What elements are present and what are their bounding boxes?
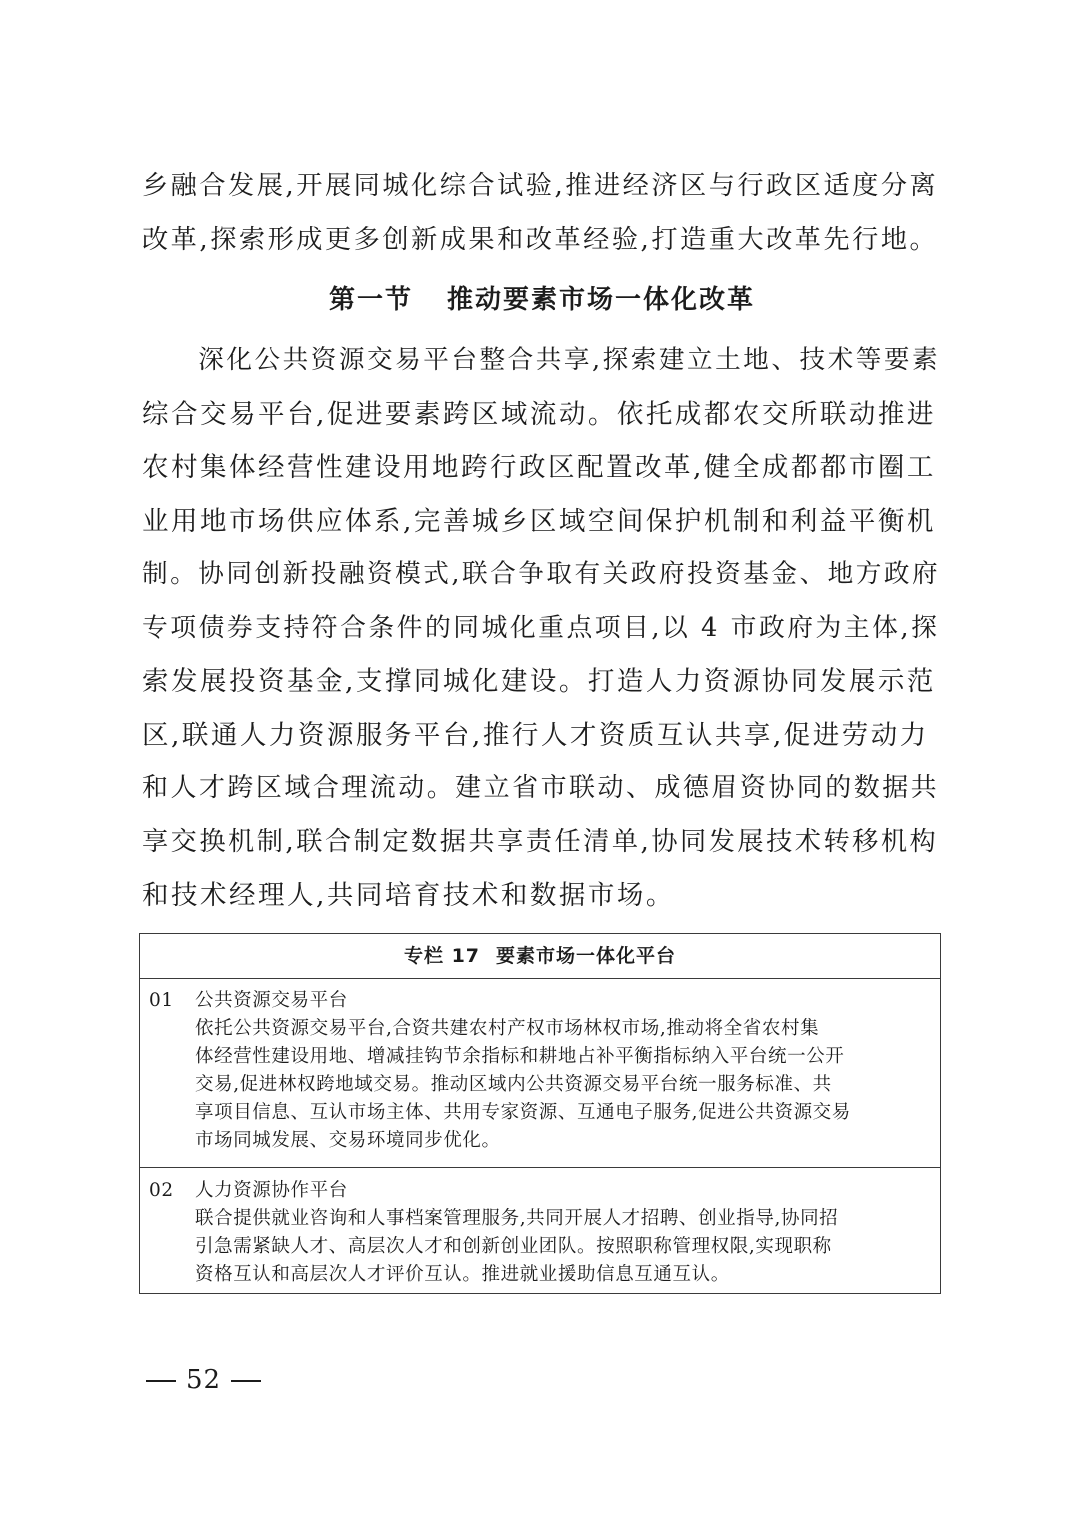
item-title: 人力资源协作平台 — [195, 1180, 348, 1201]
section-label: 第一节 — [328, 285, 413, 315]
feature-box — [139, 933, 941, 1294]
text-line: 和人才跨区域合理流动。建立省市联动、成德眉资协同的数据共 — [142, 773, 940, 803]
text-line: 深化公共资源交易平台整合共享,探索建立土地、技术等要素 — [142, 345, 941, 375]
item-text-line: 市场同城发展、交易环境同步优化。 — [195, 1130, 501, 1151]
item-title: 公共资源交易平台 — [195, 990, 348, 1011]
page-number: 52 — [186, 1365, 222, 1395]
intro-paragraph — [142, 160, 942, 267]
text-line: 农村集体经营性建设用地跨行政区配置改革,健全成都都市圈工 — [142, 452, 936, 483]
section-title: 推动要素市场一体化改革 — [447, 285, 756, 315]
item-text-line: 交易,促进林权跨地域交易。推动区域内公共资源交易平台统一服务标准、共 — [195, 1074, 832, 1095]
box-item — [140, 1168, 940, 1289]
text-line: 改革,探索形成更多创新成果和改革经验,打造重大改革先行地。 — [142, 224, 939, 255]
text-line: 制。协同创新投融资模式,联合争取有关政府投资基金、地方政府 — [142, 559, 941, 589]
text-line: 乡融合发展,开展同城化综合试验,推进经济区与行政区适度分离 — [142, 171, 939, 201]
text-line: 业用地市场供应体系,完善城乡区域空间保护机制和利益平衡机 — [142, 505, 936, 537]
text-line: 专项债券支持符合条件的同城化重点项目,以 4 市政府为主体,探 — [142, 612, 940, 643]
item-text-line: 依托公共资源交易平台,合资共建农村产权市场林权市场,推动将全省农村集 — [195, 1018, 820, 1039]
dash-right — [231, 1380, 261, 1382]
main-paragraph — [142, 334, 942, 923]
page-footer — [146, 1360, 261, 1400]
box-title: 要素市场一体化平台 — [496, 945, 677, 967]
text-line: 索发展投资基金,支撑同城化建设。打造人力资源协同发展示范 — [142, 666, 936, 697]
item-text-line: 引急需紧缺人才、高层次人才和创新创业团队。按照职称管理权限,实现职称 — [195, 1236, 832, 1257]
item-text-line: 联合提供就业咨询和人事档案管理服务,共同开展人才招聘、创业指导,协同招 — [195, 1208, 839, 1229]
box-label: 专栏 17 — [403, 945, 481, 967]
text-line: 综合交易平台,促进要素跨区域流动。依托成都农交所联动推进 — [142, 398, 936, 430]
box-item — [140, 979, 940, 1168]
text-line: 享交换机制,联合制定数据共享责任清单,协同发展技术转移机构 — [142, 826, 939, 857]
item-text-line: 享项目信息、互认市场主体、共用专家资源、互通电子服务,促进公共资源交易 — [195, 1102, 851, 1123]
text-line: 和技术经理人,共同培育技术和数据市场。 — [142, 880, 675, 911]
item-text-line: 资格互认和高层次人才评价互认。推进就业援助信息互通互认。 — [195, 1264, 730, 1285]
item-number: 02 — [149, 1180, 174, 1201]
section-heading — [142, 280, 942, 320]
box-header — [140, 934, 940, 979]
item-text-line: 体经营性建设用地、增减挂钩节余指标和耕地占补平衡指标纳入平台统一公开 — [195, 1046, 845, 1067]
text-line: 区,联通人力资源服务平台,推行人才资质互认共享,促进劳动力 — [142, 719, 929, 751]
item-number: 01 — [149, 990, 174, 1011]
dash-left — [146, 1380, 176, 1382]
